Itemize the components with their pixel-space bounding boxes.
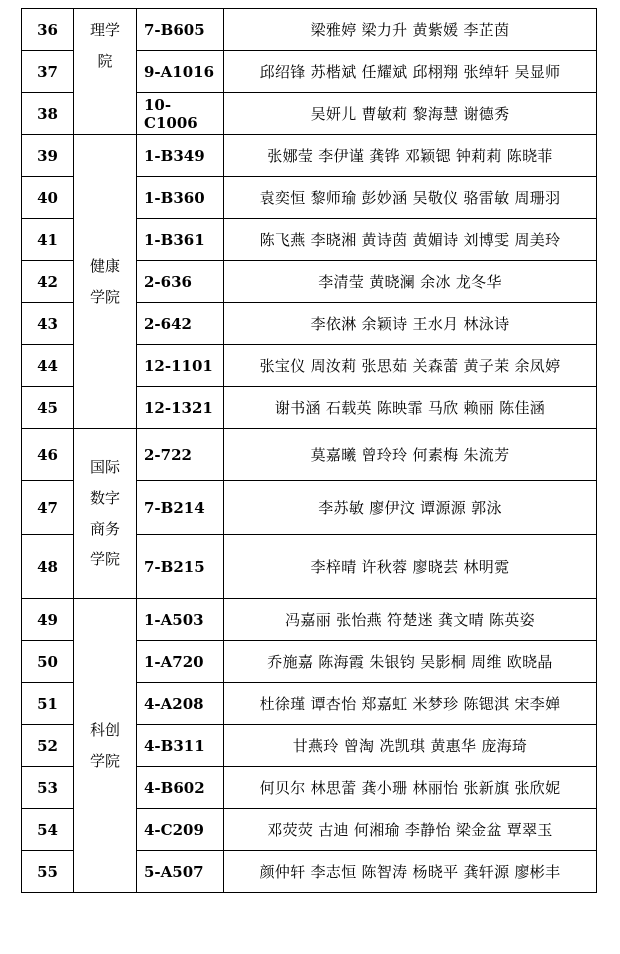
room-number: 1-B349 xyxy=(137,135,224,177)
room-number: 2-722 xyxy=(137,429,224,481)
row-number: 54 xyxy=(22,809,74,851)
row-number: 50 xyxy=(22,641,74,683)
table-row xyxy=(22,9,597,51)
college-name-line: 商务 xyxy=(89,519,120,538)
room-number: 2-636 xyxy=(137,261,224,303)
member-names: 李清莹 黄晓澜 余冰 龙冬华 xyxy=(224,261,597,303)
member-names: 张娜莹 李伊谨 龚铧 邓颖锶 钟莉莉 陈晓菲 xyxy=(224,135,597,177)
room-number: 4-C209 xyxy=(137,809,224,851)
row-number: 38 xyxy=(22,93,74,135)
row-number: 48 xyxy=(22,535,74,599)
row-number: 51 xyxy=(22,683,74,725)
room-number: 1-A720 xyxy=(137,641,224,683)
room-number: 1-B361 xyxy=(137,219,224,261)
member-names: 冯嘉丽 张怡燕 符楚迷 龚文晴 陈英姿 xyxy=(224,599,597,641)
room-number: 2-642 xyxy=(137,303,224,345)
table-row xyxy=(22,429,597,481)
member-names: 邱绍锋 苏楷斌 任耀斌 邱栩翔 张绰轩 吴显师 xyxy=(224,51,597,93)
college-name xyxy=(74,135,137,429)
row-number: 44 xyxy=(22,345,74,387)
room-number: 4-A208 xyxy=(137,683,224,725)
room-number: 7-B215 xyxy=(137,535,224,599)
college-name-line: 国际 xyxy=(89,458,120,476)
room-number: 10-C1006 xyxy=(137,93,224,135)
member-names: 颜仲轩 李志恒 陈智涛 杨晓平 龚轩源 廖彬丰 xyxy=(224,851,597,893)
member-names: 李依淋 余颖诗 王水月 林泳诗 xyxy=(224,303,597,345)
college-name-line: 院 xyxy=(97,51,113,70)
row-number: 43 xyxy=(22,303,74,345)
room-number: 9-A1016 xyxy=(137,51,224,93)
college-name-line: 学院 xyxy=(89,550,120,569)
row-number: 39 xyxy=(22,135,74,177)
table-row xyxy=(22,599,597,641)
table-body xyxy=(22,9,597,893)
row-number: 40 xyxy=(22,177,74,219)
member-names: 张宝仪 周汝莉 张思茹 关森蕾 黄子茉 余凤婷 xyxy=(224,345,597,387)
member-names: 袁奕恒 黎师瑜 彭妙涵 吴敬仪 骆雷敏 周珊羽 xyxy=(224,177,597,219)
room-number: 7-B214 xyxy=(137,481,224,535)
row-number: 41 xyxy=(22,219,74,261)
member-names: 邓荧荧 古迪 何湘瑜 李静怡 梁金盆 覃翠玉 xyxy=(224,809,597,851)
row-number: 45 xyxy=(22,387,74,429)
college-name-line: 理学 xyxy=(89,21,120,39)
row-number: 36 xyxy=(22,9,74,51)
row-number: 53 xyxy=(22,767,74,809)
row-number: 46 xyxy=(22,429,74,481)
member-names: 何贝尔 林思蕾 龚小珊 林丽怡 张新旗 张欣妮 xyxy=(224,767,597,809)
member-names: 李梓晴 许秋蓉 廖晓芸 林明霓 xyxy=(224,535,597,599)
dormitory-list-table xyxy=(21,8,597,893)
room-number: 5-A507 xyxy=(137,851,224,893)
member-names: 谢书涵 石载英 陈映霏 马欣 赖丽 陈佳涵 xyxy=(224,387,597,429)
row-number: 42 xyxy=(22,261,74,303)
room-number: 4-B602 xyxy=(137,767,224,809)
room-number: 1-B360 xyxy=(137,177,224,219)
college-name xyxy=(74,9,137,135)
member-names: 杜徐瑾 谭杏怡 郑嘉虹 米梦珍 陈锶淇 宋李婵 xyxy=(224,683,597,725)
room-number: 1-A503 xyxy=(137,599,224,641)
room-number: 12-1101 xyxy=(137,345,224,387)
member-names: 梁雅婷 梁力升 黄紫媛 李芷茵 xyxy=(224,9,597,51)
member-names: 甘燕玲 曾淘 冼凯琪 黄惠华 庞海琦 xyxy=(224,725,597,767)
college-name-line: 数字 xyxy=(89,488,120,507)
member-names: 吴妍儿 曹敏莉 黎海慧 谢德秀 xyxy=(224,93,597,135)
row-number: 37 xyxy=(22,51,74,93)
college-name-line: 学院 xyxy=(89,751,120,770)
room-number: 7-B605 xyxy=(137,9,224,51)
member-names: 莫嘉曦 曾玲玲 何素梅 朱流芳 xyxy=(224,429,597,481)
room-number: 12-1321 xyxy=(137,387,224,429)
row-number: 55 xyxy=(22,851,74,893)
table-row xyxy=(22,135,597,177)
college-name-line: 健康 xyxy=(89,256,120,275)
row-number: 49 xyxy=(22,599,74,641)
row-number: 52 xyxy=(22,725,74,767)
college-name-line: 学院 xyxy=(89,287,120,306)
college-name xyxy=(74,429,137,599)
room-number: 4-B311 xyxy=(137,725,224,767)
member-names: 乔施嘉 陈海霞 朱银钧 吴影桐 周维 欧晓晶 xyxy=(224,641,597,683)
college-name-line: 科创 xyxy=(89,720,120,739)
member-names: 陈飞燕 李晓湘 黄诗茵 黄媚诗 刘博雯 周美玲 xyxy=(224,219,597,261)
college-name xyxy=(74,599,137,893)
row-number: 47 xyxy=(22,481,74,535)
member-names: 李苏敏 廖伊汶 谭源源 郭泳 xyxy=(224,481,597,535)
